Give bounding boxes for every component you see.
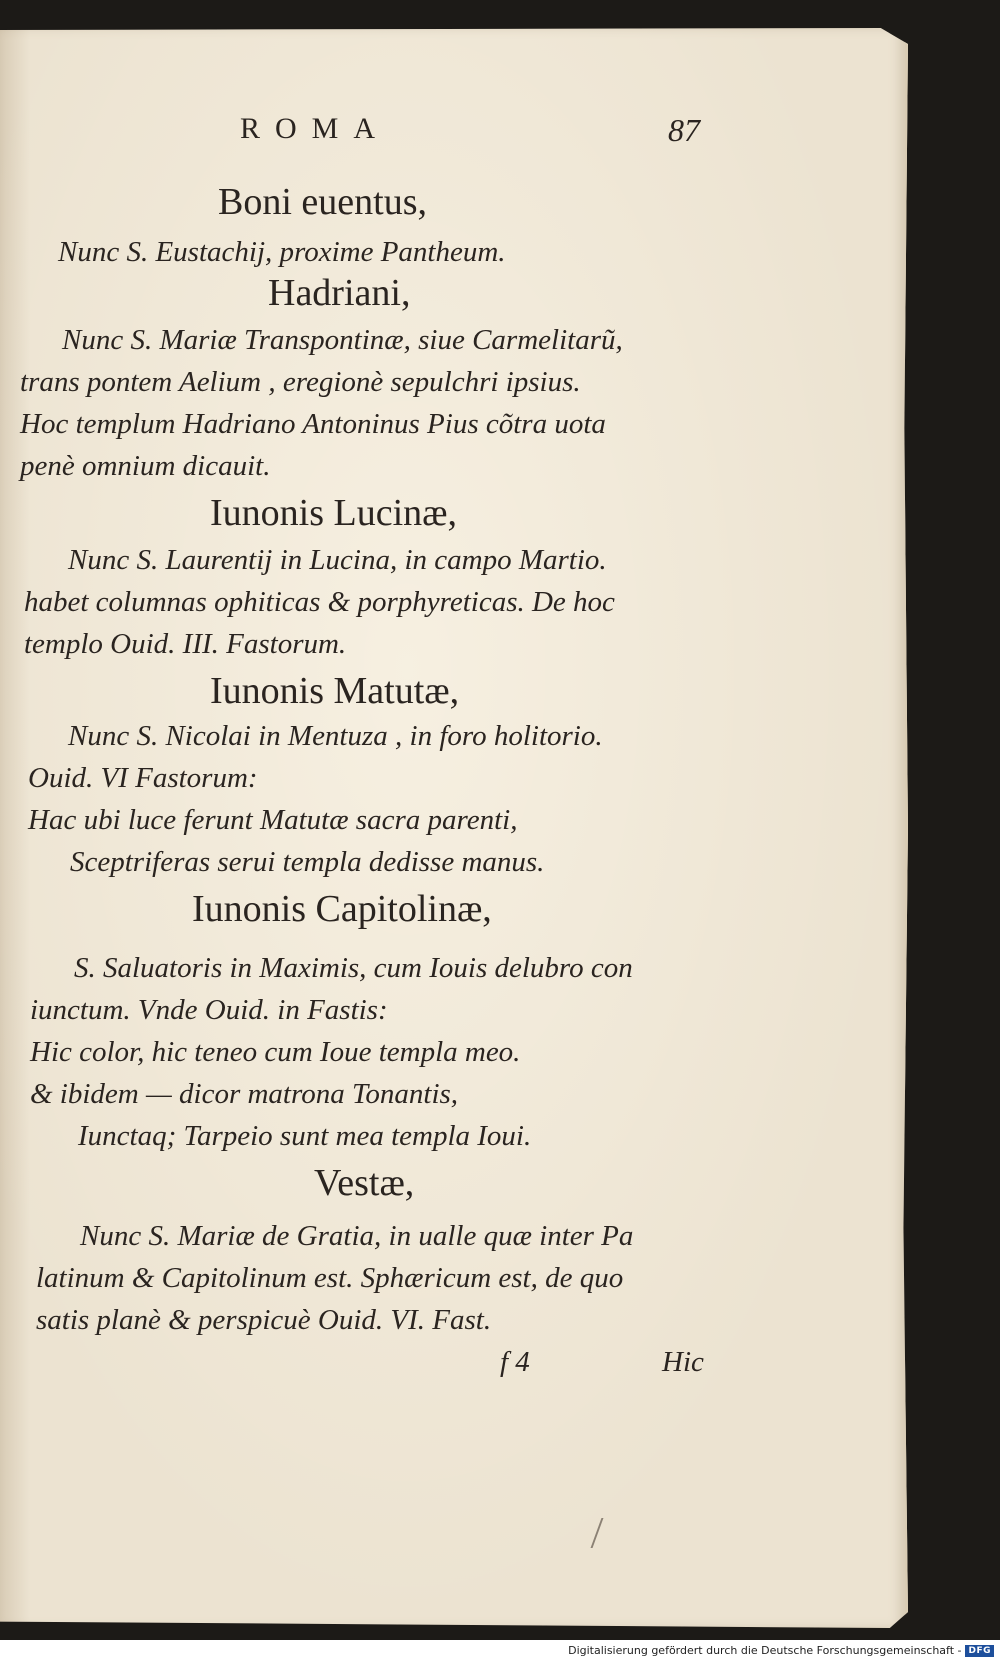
ink-mark xyxy=(591,1518,622,1548)
text-line: Hoc templum Hadriano Antoninus Pius cõtra uota xyxy=(20,408,606,440)
text-line: Sceptriferas serui templa dedisse manus. xyxy=(70,846,545,878)
text-line: latinum & Capitolinum est. Sphæricum est, de quo xyxy=(36,1262,624,1294)
text-line: penè omnium dicauit. xyxy=(20,450,271,482)
text-line: Nunc S. Nicolai in Mentuza , in foro holitorio. xyxy=(68,720,603,752)
text-line: trans pontem Aelium , eregionè sepulchri ipsius. xyxy=(20,366,581,398)
text-line: habet columnas ophiticas & porphyreticas. De hoc xyxy=(24,586,615,618)
running-head: ROMA xyxy=(240,112,391,145)
section-heading: Boni euentus, xyxy=(218,181,427,223)
section-heading: Iunonis Capitolinæ, xyxy=(192,888,492,930)
signature-mark: f 4 xyxy=(500,1346,530,1378)
section-heading: Iunonis Matutæ, xyxy=(210,670,460,712)
text-line: Nunc S. Mariæ Transpontinæ, siue Carmelitarũ, xyxy=(62,324,623,356)
text-line: Hac ubi luce ferunt Matutæ sacra parenti, xyxy=(28,804,518,836)
text-line: Nunc S. Eustachij, proxime Pantheum. xyxy=(58,236,506,268)
text-line: & ibidem — dicor matrona Tonantis, xyxy=(30,1078,459,1110)
text-line: Nunc S. Mariæ de Gratia, in ualle quæ inter Pa xyxy=(80,1220,634,1252)
text-line: Ouid. VI Fastorum: xyxy=(28,762,258,794)
text-line: templo Ouid. III. Fastorum. xyxy=(24,628,347,660)
text-line: Hic color, hic teneo cum Ioue templa meo. xyxy=(30,1036,521,1068)
section-heading: Hadriani, xyxy=(268,272,411,314)
page-number: 87 xyxy=(668,112,700,148)
text-line: iunctum. Vnde Ouid. in Fastis: xyxy=(30,994,388,1026)
attribution-text: Digitalisierung gefördert durch die Deutsche Forschungsgemeinschaft - xyxy=(568,1644,962,1657)
section-heading: Vestæ, xyxy=(314,1162,415,1204)
section-heading: Iunonis Lucinæ, xyxy=(210,492,457,534)
text-line: Iunctaq; Tarpeio sunt mea templa Ioui. xyxy=(78,1120,532,1152)
page-header xyxy=(240,112,700,162)
digitization-attribution xyxy=(568,1644,994,1657)
text-line: S. Saluatoris in Maximis, cum Iouis delubro con xyxy=(74,952,633,984)
catchword: Hic xyxy=(662,1346,704,1378)
text-line: Nunc S. Laurentij in Lucina, in campo Martio. xyxy=(68,544,607,576)
dfg-logo: DFG xyxy=(965,1645,994,1657)
text-line: satis planè & perspicuè Ouid. VI. Fast. xyxy=(36,1304,492,1336)
